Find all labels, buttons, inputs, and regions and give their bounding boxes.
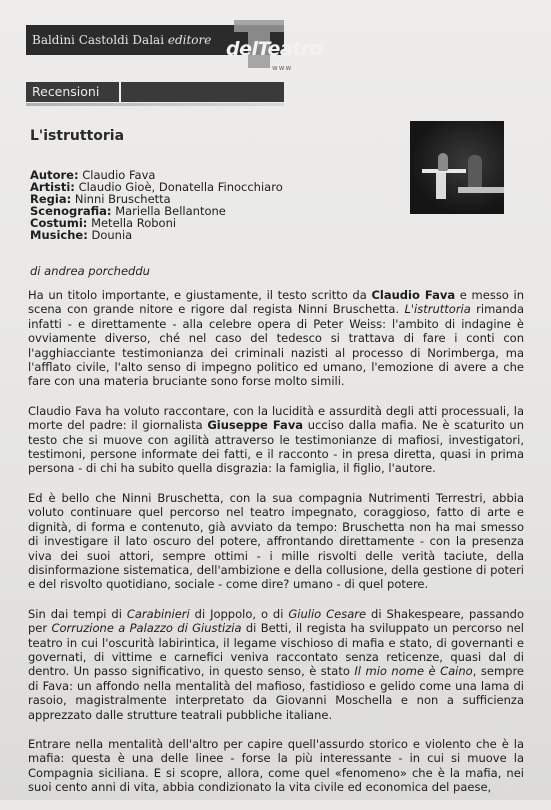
credit-value: Ninni Bruschetta	[74, 192, 171, 206]
text-run: rimanda infatti - e direttamente - alla celebre opera di Peter Weiss: l'ambito di indagine è ovviamente diverso, ché nel caso del tedesco si trattava di fare i conti con l'agghiacciante testimonianza dei criminali nazisti al processo di Norimberga, ma l'afflato civile, l'alto senso di impegno politico ed umano, l'emozione di avere a che fare con una materia bruciante sono forse molto simili.	[28, 302, 524, 389]
section-rule	[26, 103, 284, 106]
credit-value: Claudio Gioè, Donatella Finocchiaro	[78, 180, 283, 194]
credit-label: Costumi:	[30, 216, 88, 230]
credit-label: Artisti:	[30, 180, 75, 194]
italic-title: Il mio nome è Caino	[354, 664, 473, 679]
paragraph-3: Ed è bello che Ninni Bruschetta, con la sua compagnia Nutrimenti Terrestri, abbia voluto continuare quel percorso nel teatro impegnato, coraggioso, fatto di arte e dignità, di forma e contenuto, già avviato da tempo: Bruschetta non ha mai smesso di investigare il lato oscuro del potere, affrontando direttamente - con la presenza viva dei suoi attori, sempre ottimi - i mille risvolti delle verità taciute, della disinformazione sistematica, dell'ambizione e della collusione, della gestione di poteri e del risvolto quotidiano, sociale - come dire? umano - di quel potere.	[28, 490, 524, 592]
logo-sub: www	[272, 64, 293, 72]
paragraph-4	[28, 607, 524, 722]
italic-title: L'istruttoria	[404, 302, 471, 317]
italic-title: Giulio Cesare	[288, 606, 367, 621]
photo-figure	[468, 155, 482, 189]
photo-table-leg	[436, 173, 446, 199]
credit-value: Mariella Bellantone	[115, 204, 226, 218]
byline: di andrea porcheddu	[30, 264, 150, 278]
credit-label: Scenografia:	[30, 204, 112, 218]
paragraph-5: Entrare nella mentalità dell'altro per capire quell'assurdo storico e violento che è la mafia: questa è una delle linee - forse la più interessante - in cui si muove la Compagnia siciliana. E si scopre, allora, come quel «fenomeno» che è la mafia, nei suoi cento anni di vita, abbia condizionato la vita civile ed economica del paese,	[28, 736, 524, 795]
photo-figure	[438, 153, 448, 171]
text-run: , sempre di Fava: un affondo nella mentalità del mafioso, fastidioso e gelido come una lama di rasoio, magistralmente interpretato da Giovanni Moschella e non a sufficienza apprezzato dalle strutture teatrali pubbliche italiane.	[28, 664, 524, 722]
paragraph-1	[28, 288, 524, 389]
section-label: Recensioni	[26, 82, 284, 102]
logo-text: delTeatro	[226, 38, 323, 60]
bold-name: Giuseppe Fava	[207, 418, 304, 433]
publisher-name: Baldini Castoldi Dalai	[32, 33, 165, 47]
publisher-suffix: editore	[167, 33, 212, 47]
text-run: Ha un titolo importante, e giustamente, il testo scritto da	[28, 288, 372, 302]
credit-label: Musiche:	[30, 228, 88, 242]
credit-value: Claudio Fava	[82, 168, 156, 182]
text-run: di Shakespeare, passando per	[28, 606, 524, 636]
delteatro-logo	[218, 18, 328, 76]
italic-title: Corruzione a Palazzo di Giustizia	[51, 621, 242, 636]
credit-label: Autore:	[30, 168, 79, 182]
text-run: di Betti, il regista ha sviluppato un percorso nel teatro in cui l'oscurità labirintica, il legame vischioso di mafia e stato, di governanti e governati, di vittime e carnefici veniva raccontato senza reticenze, quasi dal di dentro. Un passo significativo, in questo senso, è stato	[28, 621, 524, 679]
text-run: di Joppolo, o di	[189, 606, 289, 621]
text-run: e messo in scena con grande nitore e rigore dal regista Ninni Bruschetta.	[28, 288, 525, 317]
text-run: Claudio Fava ha voluto raccontare, con la lucidità e assurdità degli atti processuali, la morte del padre: il giornalista	[28, 403, 524, 433]
credit-value: Metella Roboni	[91, 216, 177, 230]
article-body	[28, 288, 524, 810]
text-run: Sin dai tempi di	[28, 606, 127, 621]
italic-title: Carabinieri	[126, 606, 190, 621]
credits-list	[30, 169, 283, 241]
credit-row	[30, 229, 283, 241]
credit-value: Dounia	[91, 228, 133, 242]
credit-label: Regia:	[30, 192, 72, 206]
article-title: L'istruttoria	[30, 128, 125, 144]
stage-photo	[410, 121, 504, 214]
photo-desk	[458, 187, 504, 193]
text-run: ucciso dalla mafia. Ne è scaturito un testo che si muove con agilità attraverso le testimonianze di mafiosi, investigatori, testimoni, persone informate dei fatti, e il racconto - in presa diretta, quasi in prima persona - di chi ha subito quella disgrazia: la famiglia, il figlio, l'autore.	[28, 418, 524, 476]
paragraph-2	[28, 404, 524, 476]
bold-name: Claudio Fava	[371, 288, 456, 302]
